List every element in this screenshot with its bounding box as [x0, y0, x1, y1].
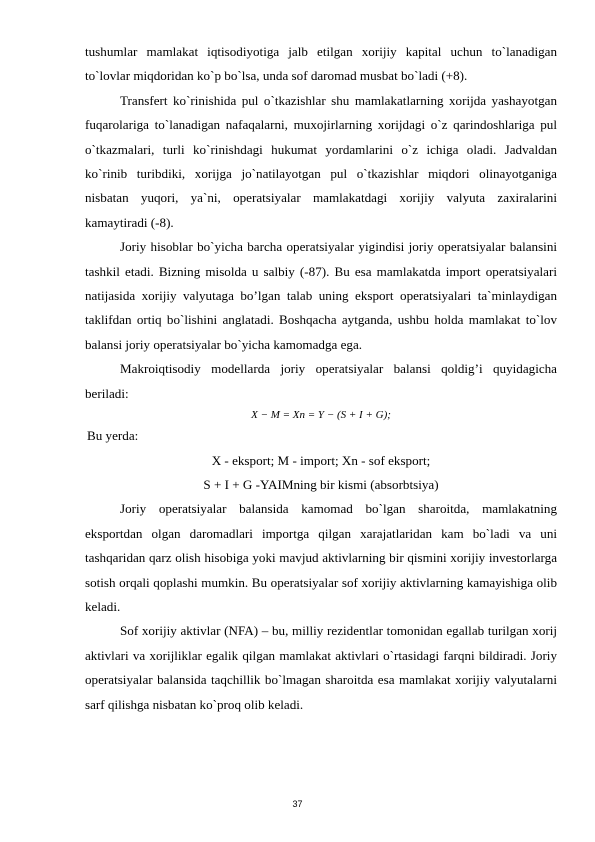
page-number: 37 [292, 799, 303, 809]
paragraph-macro-models: Makroiqtisodiy modellarda joriy operatsiyalar balansi qoldig’i quyidagicha beriladi: [85, 361, 557, 401]
paragraph-transfers: Transfert ko`rinishida pul o`tkazishlar shu mamlakatlarning xorijda yashayotgan fuqarolariga to`lanadigan nafaqalarni, muxojirlarning xorijdagi o`z qarindoshlariga pul o`tkazmalari, turli ko`rinishdagi hukumat yordamlarini o`z ichiga oladi. Jadvaldan ko`rinib turibdiki, xorijga jo`natilayotgan pul o`tkazishlar miqdori olinayotganiga nisbatan yuqori, ya`ni, operatsiyalar mamlakatdagi xorijiy valyuta zaxiralarini kamaytiradi (-8). [85, 92, 557, 230]
paragraph-net-income: tushumlar mamlakat iqtisodiyotiga jalb etilgan xorijiy kapital uchun to`lanadigan to`lovlar miqdoridan ko`p bo`lsa, unda sof daromad musbat bo`ladi (+8). [85, 44, 557, 84]
definition-line-1: X - eksport; M - import; Xn - sof eksport; [211, 452, 431, 468]
paragraph-nfa: Sof xorijiy aktivlar (NFA) – bu, milliy rezidentlar tomonidan egallab turilgan xorij aktivlari va xorijliklar egalik qilgan mamlakat aktivlari o`rtasidagi farqni bildiradi. Joriy operatsiyalar balansida taqchillik bo`lmagan sharoitda esa mamlakat xorijiy valyutalarni sarf qilishga nisbatan ko`proq olib keladi. [85, 623, 557, 712]
balance-formula: X − M = Xn = Y − (S + I + G); [251, 409, 391, 422]
document-page [85, 40, 557, 717]
where-label: Bu yerda: [87, 428, 139, 444]
definition-line-2: S + I + G -YAIMning bir kismi (absorbtsiya) [203, 476, 439, 492]
paragraph-current-account: Joriy hisoblar bo`yicha barcha operatsiyalar yigindisi joriy operatsiyalar balansini tashkil etadi. Bizning misolda u salbiy (-87). Bu esa mamlakatda import operatsiyalari natijasida xorijiy valyutaga bo’lgan talab uning eksport operatsiyalari ta`minlaydigan taklifdan ortiq bo`lishini anglatadi. Boshqacha aytganda, ushbu holda mamlakat to`lov balansi joriy operatsiyalar bo`yicha kamomadga ega. [85, 239, 557, 352]
paragraph-deficit: Joriy operatsiyalar balansida kamomad bo`lgan sharoitda, mamlakatning eksportdan olgan daromadlari importga qilgan xarajatlaridan kam bo`ladi va uni tashqaridan qarz olish hisobiga yoki mavjud aktivlarning bir qismini xorijiy investorlarga sotish orqali qoplashi mumkin. Bu operatsiyalar sof xorijiy aktivlarning kamayishiga olib keladi. [85, 501, 557, 614]
